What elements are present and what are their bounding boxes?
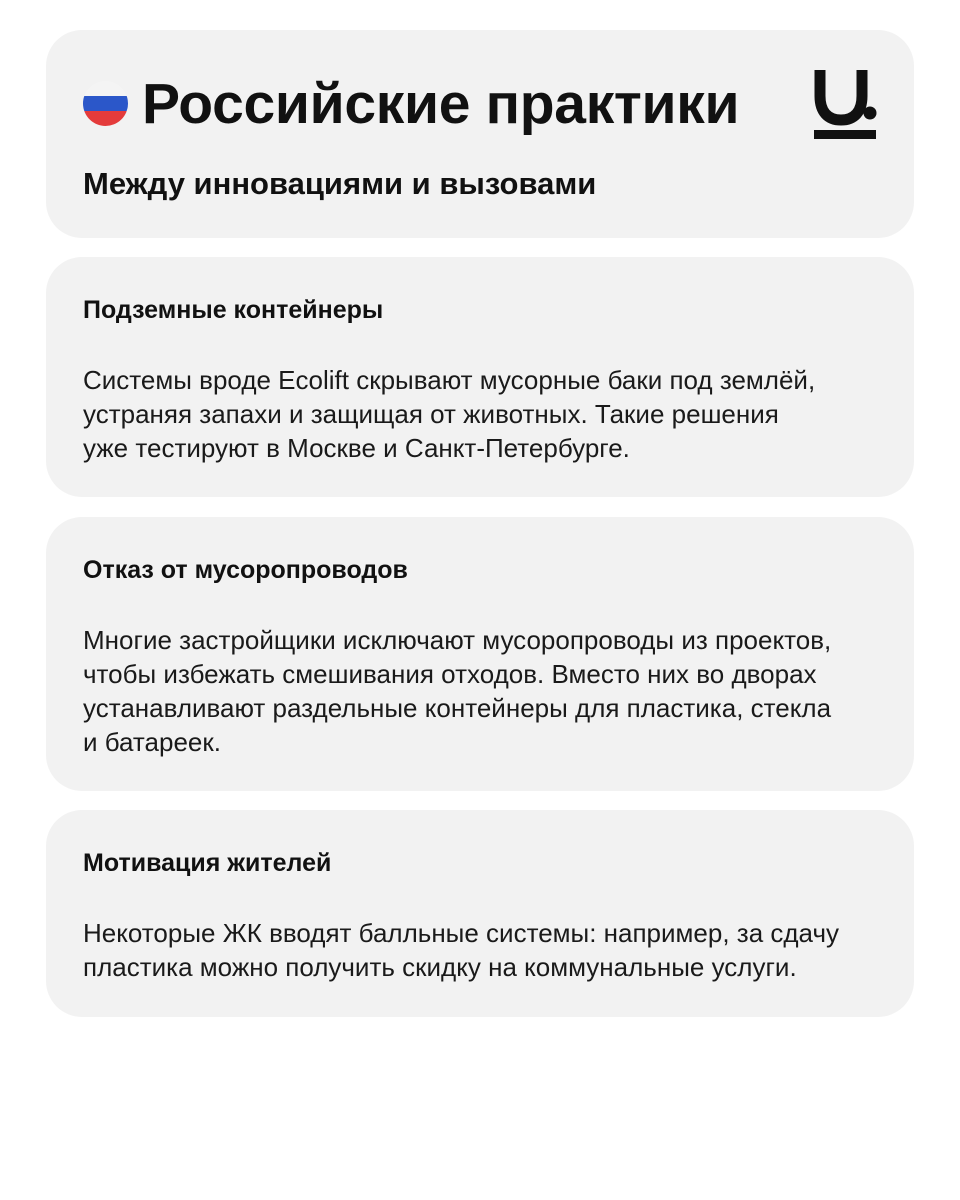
card-text-line: чтобы избежать смешивания отходов. Вместо них во дворах — [83, 659, 817, 689]
card-text-line: устраняя запахи и защищая от животных. Такие решения — [83, 399, 779, 429]
card-text — [83, 363, 903, 465]
card-title: Отказ от мусоропроводов — [83, 556, 408, 584]
card-text-line: и батареек. — [83, 727, 221, 757]
page-title: Российские практики — [142, 72, 740, 136]
info-card-underground-containers — [46, 257, 914, 497]
card-text-line: Системы вроде Ecolift скрывают мусорные баки под землёй, — [83, 365, 816, 395]
card-text — [83, 916, 903, 984]
header-card — [46, 30, 914, 238]
info-card-resident-motivation — [46, 810, 914, 1017]
info-card-garbage-chutes — [46, 517, 914, 791]
card-text-line: уже тестируют в Москве и Санкт-Петербурге. — [83, 433, 630, 463]
card-text — [83, 623, 903, 759]
card-text-line: устанавливают раздельные контейнеры для пластика, стекла — [83, 693, 832, 723]
russia-flag-icon — [83, 81, 128, 126]
card-text-line: Многие застройщики исключают мусоропроводы из проектов, — [83, 625, 832, 655]
card-text-line: Некоторые ЖК вводят балльные системы: например, за сдачу — [83, 918, 839, 948]
u-logo-icon — [814, 68, 878, 140]
page-subtitle: Между инновациями и вызовами — [83, 166, 597, 201]
card-title: Мотивация жителей — [83, 849, 332, 877]
card-title: Подземные контейнеры — [83, 296, 384, 324]
card-text-line: пластика можно получить скидку на коммунальные услуги. — [83, 952, 797, 982]
